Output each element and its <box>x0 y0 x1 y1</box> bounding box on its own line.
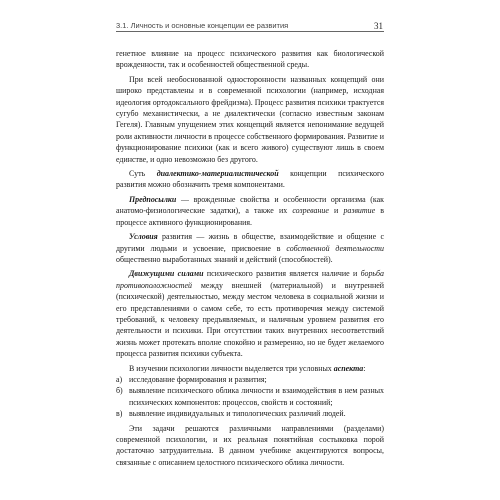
italic-term: собственной деятельности <box>286 243 385 253</box>
text-run: между внешней (материальной) и внутренней (психической) деятельностью, между местом человека в социальной жизни и его представлениями о самом себе, то есть противоречия между системой требований, к человеку предъявляемых, и наличным уровнем развития его деятельности и психики. При отсутствии таких внутренних несоответствий жизнь может протекать вполне спокойно и размеренно, но не будет желаемого процесса развития психики субъекта. <box>116 280 384 359</box>
italic-term: развитие <box>343 206 376 216</box>
paragraph-prerequisites <box>116 194 384 228</box>
page-body <box>116 48 384 471</box>
list-item-text: исследование формирования и развития; <box>129 374 267 384</box>
paragraph-3 <box>116 168 384 191</box>
list-marker: а) <box>116 374 123 384</box>
running-header <box>116 18 384 36</box>
paragraph-2: При всей необоснованной односторонности названных концепций они широко представлены и в современной психологии (например, исходная идеология ортодоксального фрейдизма). Процесс развития психики трактуется сугубо механистически, а не диалектически (согласно известным законам Гегеля). Главным упущением этих концепций является непонимание ведущей роли активности личности в процессе собственного формирования. Развитие и функционирование психики (как и всего живого) существуют лишь в своем единстве, и одно невозможно без другого. <box>116 74 384 164</box>
paragraph-8: Эти задачи решаются различными направлениями (разделами) современной психологии, и их реальная понятийная состыковка порой достаточно затруднительна. В данном учебнике акцентируются вопросы, связанные с описанием целостного психического облика личности. <box>116 423 384 467</box>
text-run: психического развития является наличие и <box>203 269 361 279</box>
text-run: — врожденные свойства и особенности организма (как анатомо-физиологические задатки), а также их <box>116 194 384 216</box>
list-item <box>116 408 384 419</box>
text-run: и <box>328 206 344 216</box>
emphasis-term: Движущими силами <box>129 269 204 279</box>
list-item <box>116 374 384 385</box>
section-title: 3.1. Личность и основные концепции ее развития <box>116 21 289 30</box>
paragraph-1: генетное влияние на процесс психического развития как биологической врожденности, так и особенностей общественной среды. <box>116 49 384 70</box>
list-marker: б) <box>116 386 123 396</box>
paragraph-aspects <box>116 363 384 374</box>
paragraph-driving-forces <box>116 268 384 359</box>
text-run: В изучении психологии личности выделяется три условных <box>129 363 334 373</box>
text-run: Суть <box>129 169 157 179</box>
emphasis-term: Условия <box>129 232 158 242</box>
header-rule <box>116 31 384 32</box>
emphasis-term: аспекта <box>333 363 364 373</box>
emphasis-term: диалектико-материалистической <box>156 169 279 179</box>
italic-term: созревание <box>292 206 329 216</box>
text-run: в процессе активного функционирования. <box>116 206 385 227</box>
italic-term: борьба противоположностей <box>116 269 384 290</box>
paragraph-conditions <box>116 231 384 265</box>
list-item-text: выявление психического облика личности и взаимодействия в нем разных психических компонентов: процессов, свойств и состояний; <box>129 386 384 407</box>
text-run: общественно выработанных знаний и действий (способностей). <box>116 254 333 264</box>
list-item <box>116 385 384 408</box>
text-run: : <box>363 363 366 373</box>
text-run: развития — жизнь в обществе, взаимодействие и общение с другими людьми и усвоение, присвоение в <box>116 232 384 253</box>
emphasis-term: Предпосылки <box>129 194 177 204</box>
list-marker: в) <box>116 409 123 419</box>
list-item-text: выявление индивидуальных и типологических различий людей. <box>129 409 346 419</box>
text-run: концепции психического развития можно обозначить тремя компонентами. <box>116 169 385 190</box>
page-number: 31 <box>374 21 383 31</box>
